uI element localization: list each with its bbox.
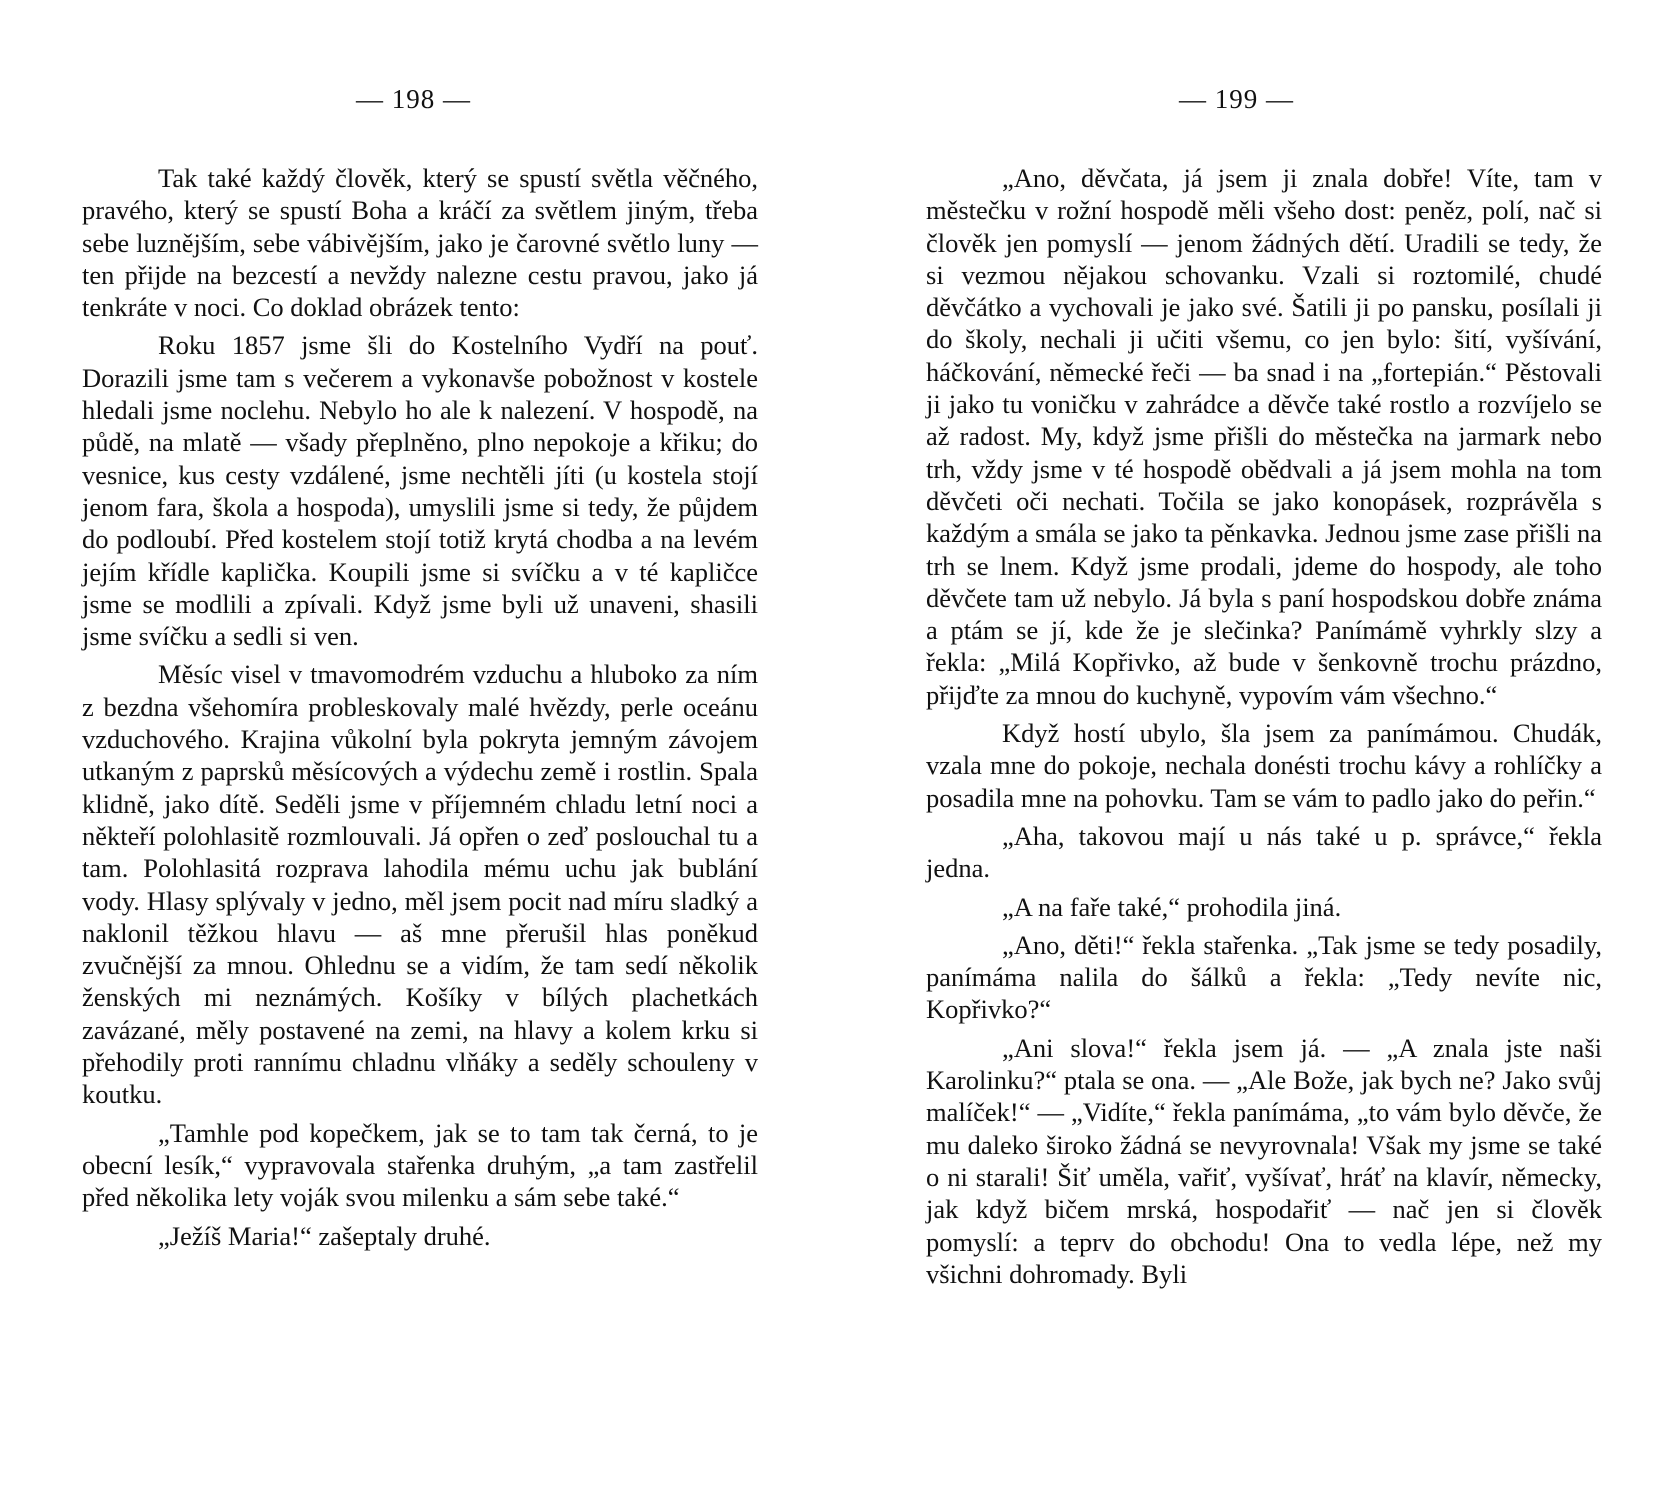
- paragraph: Měsíc visel v tmavomodrém vzduchu a hluboko za ním z bezdna všehomíra probleskovaly malé hvězdy, perle oceánu vzduchového. Krajina vůkolní byla pokryta jemným závojem utkaným z paprsků měsícových a výdechu země i rostlin. Spala klidně, jako dítě. Seděli jsme v příjemném chladu letní noci a někteří polohlasitě rozmlouvali. Já opřen o zeď poslouchal tu a tam. Polohlasitá rozprava lahodila mému uchu jak bublání vody. Hlasy splývaly v jedno, měl jsem pocit nad míru sladký a naklonil těžkou hlavu — aš mne přerušil hlas poněkud zvučnější za mnou. Ohlednu se a vidím, že tam sedí několik ženských mi neznámých. Košíky v bílých plachetkách zavázané, měly postavené na zemi, na hlavy a kolem krku si přehodily proti rannímu chladnu vlňáky a seděly schouleny v koutku.: [82, 659, 758, 1110]
- body-text: [926, 162, 1602, 1290]
- paragraph: „Ano, děti!“ řekla stařenka. „Tak jsme se tedy posadily, panímáma nalila do šálků a řekla: „Tedy nevíte nic, Kopřivko?“: [926, 929, 1602, 1025]
- page-number: — 198 —: [356, 84, 471, 114]
- paragraph: „Tamhle pod kopečkem, jak se to tam tak černá, to je obecní lesík,“ vypravovala stařenka druhým, „a tam zastřelil před několika lety voják svou milenku a sám sebe také.“: [82, 1117, 758, 1213]
- paragraph: „Ano, děvčata, já jsem ji znala dobře! Víte, tam v městečku v rožní hospodě měli všeho dost: peněz, polí, nač si člověk jen pomyslí — jenom žádných dětí. Uradili se tedy, že si vezmou nějakou schovanku. Vzali si roztomilé, chudé děvčátko a vychovali je jako své. Šatili ji po pansku, posílali ji do školy, nechali ji učiti všemu, co jen bylo: šití, vyšívání, háčkování, německé řeči — ba snad i na „fortepián.“ Pěstovali ji jako tu voničku v zahrádce a děvče také rostlo a rozvíjelo se až radost. My, když jsme přišli do městečka na jarmark nebo trh, vždy jsme v té hospodě obědvali a já jsem mohla na tom děvčeti oči nechati. Točila se jako konopásek, rozprávěla s každým a smála se jako ta pěnkavka. Jednou jsme zase přišli na trh se lnem. Když jsme prodali, jdeme do hospody, ale toho děvčete tam už nebylo. Já byla s paní hospodskou dobře známa a ptám se jí, kde že je slečinka? Panímámě vyhrkly slzy a řekla: „Milá Kopřivko, až bude v šenkovně trochu prázdno, přijďte za mnou do kuchyně, vypovím vám všechno.“: [926, 163, 1602, 710]
- paragraph: „A na faře také,“ prohodila jiná.: [1002, 891, 1342, 922]
- paragraph: „Ježíš Maria!“ zašeptaly druhé.: [158, 1220, 491, 1251]
- page-number: — 199 —: [1179, 84, 1294, 114]
- paragraph: „Ani slova!“ řekla jsem já. — „A znala jste naši Karolinku?“ ptala se ona. — „Ale Bože, jak bych ne? Jako svůj malíček!“ — „Vidíte,“ řekla panímáma, „to vám bylo děvče, že mu daleko široko žádná se nevyrovnala! Však my jsme se také o ni starali! Šiť uměla, vařiť, vyšívať, hráť na klavír, německy, jak když bičem mrská, hospodařiť — nač jen si člověk pomyslí: a teprv do obchodu! Ona to vedla lépe, než my všichni dohromady. Byli: [926, 1032, 1602, 1289]
- paragraph: Když hostí ubylo, šla jsem za panímámou. Chudák, vzala mne do pokoje, nechala donésti trochu kávy a rohlíčky a posadila mne na pohovku. Tam se vám to padlo jako do peřin.“: [926, 718, 1602, 813]
- right-page: [838, 0, 1676, 1500]
- paragraph: Roku 1857 jsme šli do Kostelního Vydří na pouť. Dorazili jsme tam s večerem a vykonavše pobožnost v kostele hledali jsme noclehu. Nebylo ho ale k nalezení. V hospodě, na půdě, na mlatě — všady přeplněno, plno nepokoje a křiku; do vesnice, kus cesty vzdálené, jsme nechtěli jíti (u kostela stojí jenom fara, škola a hospoda), umyslili jsme si tedy, že půjdem do podloubí. Před kostelem stojí totiž krytá chodba a na levém jejím křídle kaplička. Koupili jsme si svíčku a v té kapličce jsme se modlili a zpívali. Když jsme byli už unaveni, shasili jsme svíčku a sedli si ven.: [82, 330, 758, 652]
- body-text: [82, 162, 758, 1252]
- paragraph: Tak také každý člověk, který se spustí světla věčného, pravého, který se spustí Boha a kráčí za světlem jiným, třeba sebe luznějším, sebe vábivějším, jako je čarovné světlo luny — ten přijde na bezcestí a nevždy nalezne cestu pravou, jako já tenkráte v noci. Co doklad obrázek tento:: [82, 163, 758, 323]
- paragraph: „Aha, takovou mají u nás také u p. správce,“ řekla jedna.: [926, 820, 1602, 884]
